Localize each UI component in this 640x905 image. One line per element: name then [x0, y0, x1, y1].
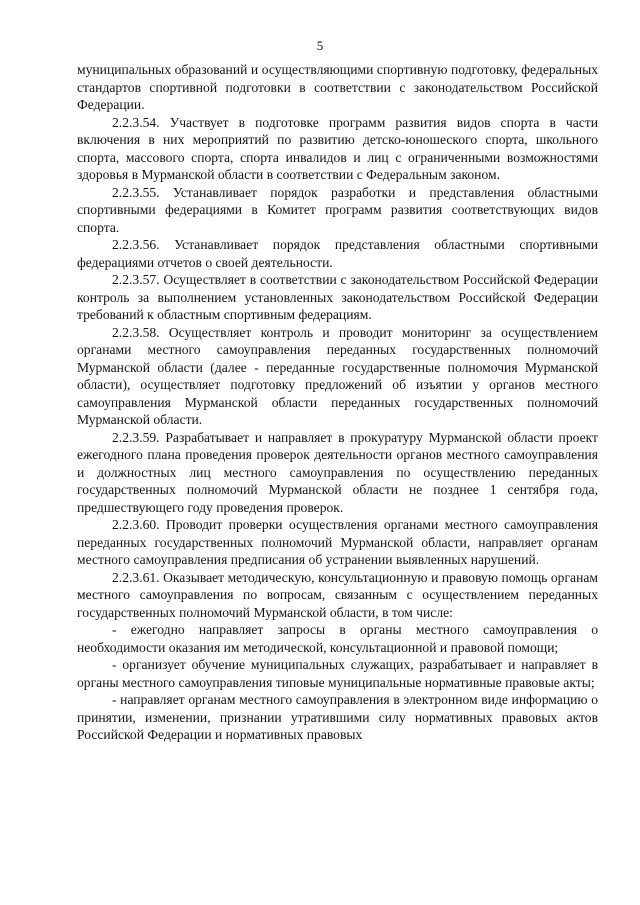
- paragraph-2-2-3-57: 2.2.3.57. Осуществляет в соответствии с законодательством Российской Федерации контроль за выполнением установленных законодательством Российской Федерации требований к областным спортивным федерациям.: [77, 272, 598, 322]
- list-item: - направляет органам местного самоуправления в электронном виде информацию о принятии, изменении, признании утратившими силу нормативных правовых актов Российской Федерации и нормативных правовых: [77, 692, 598, 742]
- paragraph-2-2-3-54: 2.2.3.54. Участвует в подготовке программ развития видов спорта в части включения в них мероприятий по развитию детско-юношеского спорта, школьного спорта, массового спорта, спорта инвалидов и лиц с ограниченными возможностями здоровья в Мурманской области в соответствии с Федеральным законом.: [77, 114, 598, 182]
- document-body: [77, 61, 598, 744]
- paragraph-2-2-3-60: 2.2.3.60. Проводит проверки осуществления органами местного самоуправления переданных государственных полномочий Мурманской области, направляет органам местного самоуправления предписания об устранении выявленных нарушений.: [77, 517, 598, 567]
- paragraph-2-2-3-55: 2.2.3.55. Устанавливает порядок разработки и представления областными спортивными федерациями в Комитет программ развития соответствующих видов спорта.: [77, 184, 598, 235]
- paragraph-2-2-3-59: 2.2.3.59. Разрабатывает и направляет в прокуратуру Мурманской области проект ежегодного плана проведения проверок деятельности органов местного самоуправления и должностных лиц местного самоуправления по осуществлению переданных государственных полномочий Мурманской области не позднее 1 сентября года, предшествующего году проведения проверок.: [77, 429, 598, 515]
- list-item: - организует обучение муниципальных служащих, разрабатывает и направляет в органы местного самоуправления типовые муниципальные нормативные правовые акты;: [77, 657, 598, 690]
- list-item: - ежегодно направляет запросы в органы местного самоуправления о необходимости оказания им методической, консультационной и правовой помощи;: [77, 622, 598, 655]
- paragraph-2-2-3-61: 2.2.3.61. Оказывает методическую, консультационную и правовую помощь органам местного самоуправления по вопросам, связанным с осуществлением переданных государственных полномочий Мурманской области, в том числе:: [77, 569, 598, 620]
- paragraph-2-2-3-56: 2.2.3.56. Устанавливает порядок представления областными спортивными федерациями отчетов о своей деятельности.: [77, 237, 598, 270]
- paragraph-continuation: муниципальных образований и осуществляющими спортивную подготовку, федеральных стандартов спортивной подготовки в соответствии с законодательством Российской Федерации.: [77, 62, 598, 112]
- paragraph-2-2-3-58: 2.2.3.58. Осуществляет контроль и проводит мониторинг за осуществлением органами местного самоуправления переданных государственных полномочий Мурманской области (далее - переданные государственные полномочия Мурманской области), осуществляет подготовку предложений об изъятии у органов местного самоуправления Мурманской области переданных государственных полномочий Мурманской области.: [77, 324, 598, 427]
- page-number: 5: [316, 38, 324, 53]
